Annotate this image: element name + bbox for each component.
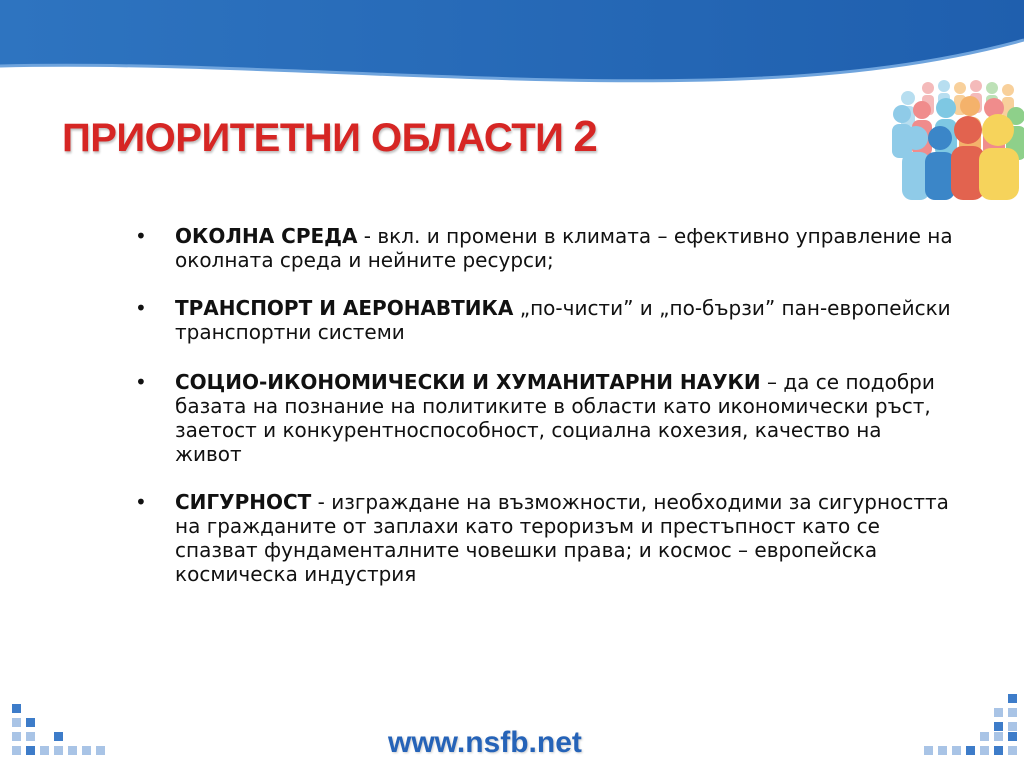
item-heading: СОЦИО-ИКОНОМИЧЕСКИ И ХУМАНИТАРНИ НАУКИ xyxy=(175,370,761,394)
list-item xyxy=(133,296,953,344)
item-heading: ОКОЛНА СРЕДА xyxy=(175,224,358,248)
list-item xyxy=(133,370,953,466)
item-text: „по-чисти” и „по-бързи” пан-европейски транспортни системи xyxy=(175,296,951,344)
bullet-icon: • xyxy=(135,296,147,320)
item-text: - изграждане на възможности, необходими за сигурността на гражданите от заплахи като тероризъм и престъпност като се спазват фундаменталните човешки права; и космос – европейска космическа индустрия xyxy=(175,490,949,586)
people-crowd-icon xyxy=(888,76,1024,200)
slide-title-text: ПРИОРИТЕТНИ ОБЛАСТИ xyxy=(62,116,564,160)
bullet-icon: • xyxy=(135,370,147,394)
item-heading: СИГУРНОСТ xyxy=(175,490,312,514)
slide-title xyxy=(62,112,597,162)
item-text: – да се подобри базата на познание на политиките в области като икономически ръст, заетост и конкурентноспособност, социална кохезия, качество на живот xyxy=(175,370,935,466)
decorative-squares-right xyxy=(914,690,1024,768)
priority-list xyxy=(133,224,953,586)
item-heading: ТРАНСПОРТ И АЕРОНАВТИКА xyxy=(175,296,514,320)
decorative-squares-left xyxy=(0,700,110,768)
footer-website-link[interactable]: www.nsfb.net xyxy=(388,726,582,759)
list-item xyxy=(133,224,953,272)
bullet-icon: • xyxy=(135,224,147,248)
item-text: - вкл. и промени в климата – ефективно управление на околната среда и нейните ресурси; xyxy=(175,224,953,272)
header-wave xyxy=(0,0,1024,100)
list-item xyxy=(133,490,953,586)
bullet-icon: • xyxy=(135,490,147,514)
slide-title-number: 2 xyxy=(573,112,598,161)
